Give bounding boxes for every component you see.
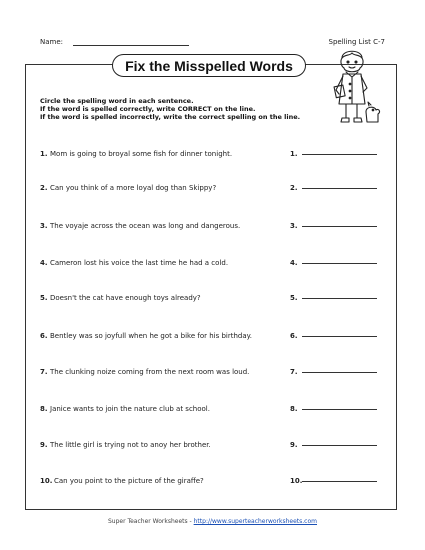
question-number: 7. <box>40 368 48 376</box>
question-item <box>40 475 385 487</box>
name-input-line[interactable] <box>73 38 189 46</box>
question-item <box>40 182 385 194</box>
question-sentence[interactable]: The voyaje across the ocean was long and dangerous. <box>50 222 241 230</box>
question-sentence[interactable]: Cameron lost his voice the last time he had a cold. <box>50 259 229 267</box>
question-sentence[interactable]: Doesn't the cat have enough toys already? <box>50 294 201 302</box>
answer-line[interactable] <box>302 188 377 189</box>
question-item <box>40 366 385 378</box>
question-sentence[interactable]: Janice wants to join the nature club at school. <box>50 405 210 413</box>
answer-line[interactable] <box>302 409 377 410</box>
answer-number: 1. <box>290 150 298 158</box>
question-sentence[interactable]: The little girl is trying not to anoy her brother. <box>50 441 211 449</box>
question-number: 9. <box>40 441 48 449</box>
question-number: 6. <box>40 332 48 340</box>
footer-link[interactable]: http://www.superteacherworksheets.com <box>193 518 317 525</box>
answer-line[interactable] <box>302 336 377 337</box>
answer-number: 3. <box>290 222 298 230</box>
answer-line[interactable] <box>302 481 377 482</box>
question-item <box>40 148 385 160</box>
page-title: Fix the Misspelled Words <box>112 54 306 77</box>
answer-line[interactable] <box>302 372 377 373</box>
answer-line[interactable] <box>302 154 377 155</box>
question-number: 10. <box>40 477 53 485</box>
answer-number: 7. <box>290 368 298 376</box>
question-sentence[interactable]: Bentley was so joyfull when he got a bike for his birthday. <box>50 332 253 340</box>
question-sentence[interactable]: The clunking noize coming from the next room was loud. <box>50 368 250 376</box>
footer <box>0 518 425 525</box>
instruction-line: If the word is spelled incorrectly, write the correct spelling on the line. <box>40 113 301 121</box>
answer-number: 8. <box>290 405 298 413</box>
question-sentence[interactable]: Can you think of a more loyal dog than Skippy? <box>50 184 217 192</box>
question-item <box>40 292 385 304</box>
answer-number: 4. <box>290 259 298 267</box>
instruction-line: Circle the spelling word in each sentence. <box>40 97 194 105</box>
answer-line[interactable] <box>302 263 377 264</box>
instructions <box>40 97 360 121</box>
question-item <box>40 439 385 451</box>
answer-number: 6. <box>290 332 298 340</box>
spelling-list-label: Spelling List C-7 <box>328 38 385 46</box>
question-item <box>40 403 385 415</box>
question-item <box>40 330 385 342</box>
footer-brand: Super Teacher Worksheets <box>107 518 188 525</box>
question-sentence[interactable]: Mom is going to broyal some fish for dinner tonight. <box>50 150 233 158</box>
question-number: 2. <box>40 184 48 192</box>
answer-line[interactable] <box>302 226 377 227</box>
question-number: 1. <box>40 150 48 158</box>
answer-line[interactable] <box>302 298 377 299</box>
question-number: 8. <box>40 405 48 413</box>
footer-separator: - <box>187 518 194 525</box>
name-label: Name: <box>40 38 64 46</box>
question-sentence[interactable]: Can you point to the picture of the giraffe? <box>54 477 204 485</box>
answer-line[interactable] <box>302 445 377 446</box>
question-number: 5. <box>40 294 48 302</box>
answer-number: 2. <box>290 184 298 192</box>
name-row <box>40 38 189 46</box>
answer-number: 10. <box>290 477 303 485</box>
instruction-line: If the word is spelled correctly, write CORRECT on the line. <box>40 105 256 113</box>
answer-number: 5. <box>290 294 298 302</box>
question-number: 3. <box>40 222 48 230</box>
question-item <box>40 257 385 269</box>
question-number: 4. <box>40 259 48 267</box>
question-item <box>40 220 385 232</box>
answer-number: 9. <box>290 441 298 449</box>
